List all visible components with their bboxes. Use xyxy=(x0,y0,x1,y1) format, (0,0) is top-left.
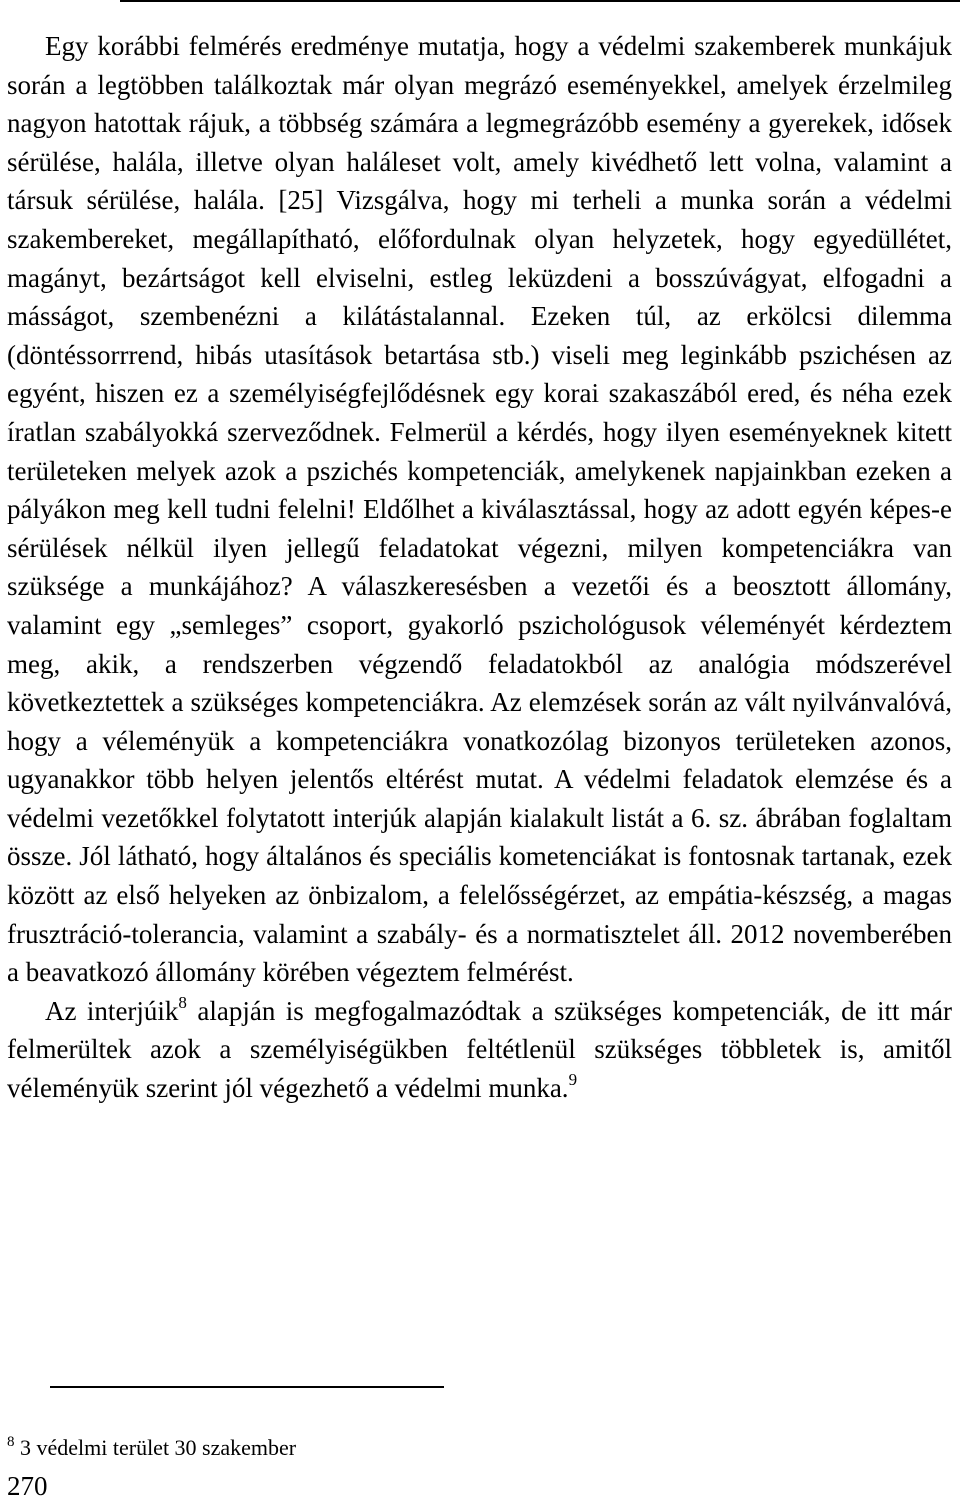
top-border-line xyxy=(120,0,960,2)
paragraph-2-text-start: Az interjúik xyxy=(45,995,179,1026)
footnote xyxy=(7,1434,296,1462)
footnote-reference-8[interactable]: 8 xyxy=(178,992,187,1012)
paragraph-1: Egy korábbi felmérés eredménye mutatja, hogy a védelmi szakemberek munkájuk során a legtöbben találkoztak már olyan megrázó eseményekkel, amelyek érzelmileg nagyon hatottak rájuk, a többség számára a legmegrázóbb esemény a gyerekek, idősek sérülése, halála, illetve olyan haláleset volt, amely kivédhető lett volna, valamint a társuk sérülése, halála. [25] Vizsgálva, hogy mi terheli a munka során a védelmi szakembereket, megállapítható, előfordulnak olyan helyzetek, hogy egyedüllétet, magányt, bezártságot kell elviselni, estleg leküzdeni a bosszúvágyat, elfogadni a másságot, szembenézni a kilátástalannal. Ezeken túl, az erkölcsi dilemma (döntéssorrrend, hibás utasítások betartása stb.) viseli meg leginkább pszichésen az egyént, hiszen ez a személyiségfejlődésnek egy korai szakaszából ered, és néha ezek íratlan szabályokká szerveződnek. Felmerül a kérdés, hogy ilyen eseményeknek kitett területeken melyek azok a pszichés kompetenciák, amelykenek napjainkban ezeken a pályákon meg kell tudni felelni! Eldőlhet a kiválasztással, hogy az adott egyén képes-e sérülések nélkül ilyen jellegű feladatokat végezni, milyen kompetenciákra van szüksége a munkájához? A válaszkeresésben a vezetői és a beosztott állomány, valamint egy „semleges” csoport, gyakorló pszichológusok véleményét kérdeztem meg, akik, a rendszerben végzendő feladatokból az analógia módszerével következtettek a szükséges kompetenciákra. Az elemzések során az vált nyilvánvalóvá, hogy a véleményük a kompetenciákra vonatkozólag bizonyos területeken azonos, ugyanakkor több helyen jelentős eltérést mutat. A védelmi feladatok elemzése és a védelmi vezetőkkel folytatott interjúk alapján kialakult listát a 6. sz. ábrában foglaltam össze. Jól látható, hogy általános és speciális kometenciákat is fontosnak tartanak, ezek között az első helyeken az önbizalom, a felelősségérzet, az empátia-készség, a magas frusztráció-tolerancia, valamint a szabály- és a normatisztelet áll. 2012 novemberében a beavatkozó állomány körében végeztem felmérést. xyxy=(7,31,952,988)
footnote-reference-9[interactable]: 9 xyxy=(568,1070,578,1090)
paragraph-2-text-end: alapján is megfogalmazódtak a szükséges kompetenciák, de itt már felmerültek azok a személyiségükben feltétlenül szükséges többletek is, amitől véleményük szerint jól végezhető a védelmi munka. xyxy=(7,995,952,1104)
footnote-marker: 8 xyxy=(7,1434,15,1450)
footnote-separator xyxy=(50,1386,444,1388)
page-number: 270 xyxy=(7,1471,48,1501)
footnote-text: 3 védelmi terület 30 szakember xyxy=(14,1435,297,1460)
document-body xyxy=(7,27,952,1108)
paragraph-2 xyxy=(7,992,952,1108)
